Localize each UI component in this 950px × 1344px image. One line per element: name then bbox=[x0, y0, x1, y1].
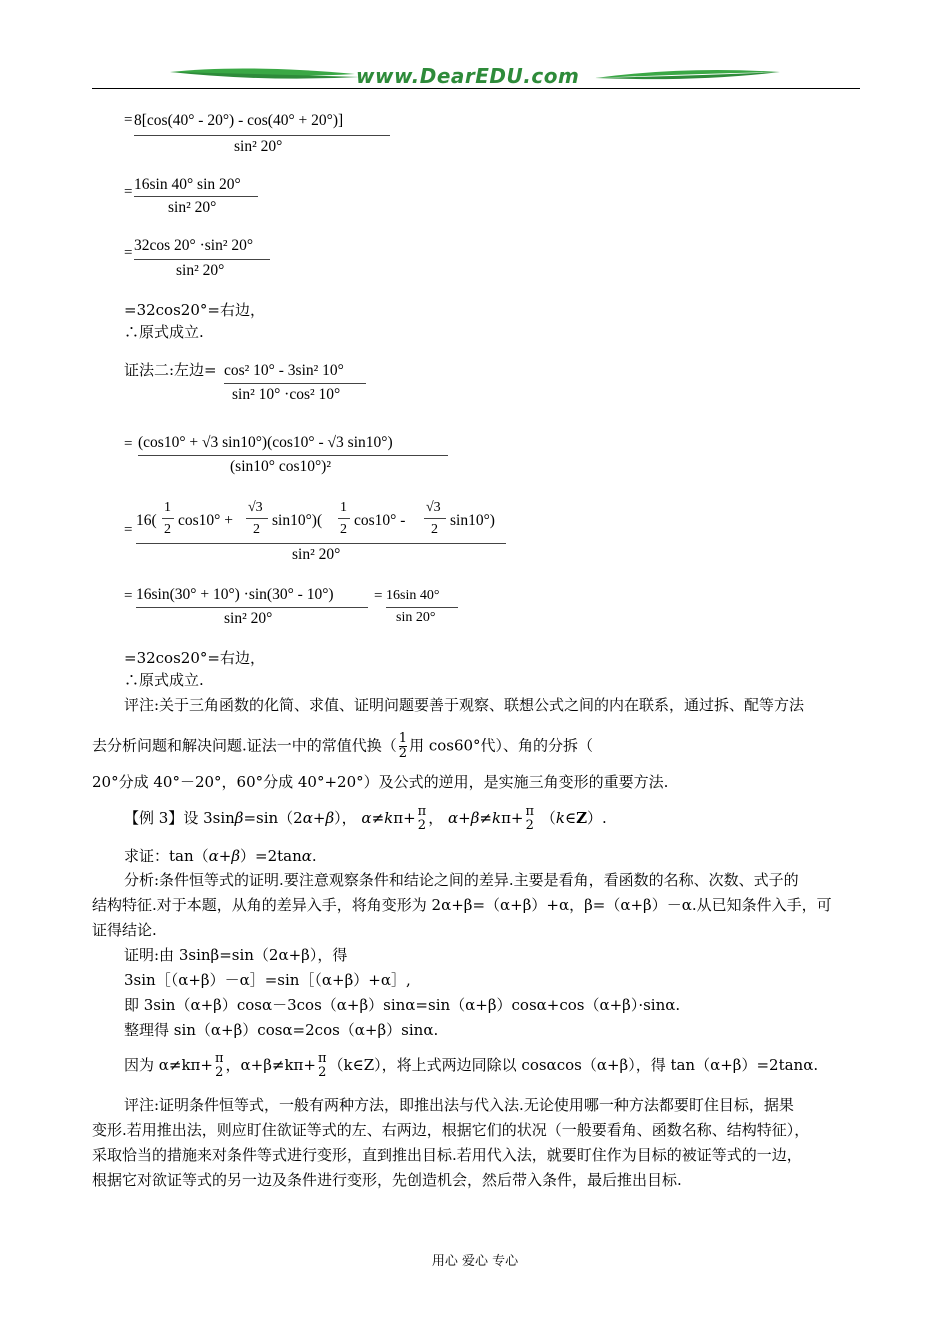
fraction-3-bar bbox=[134, 259, 270, 260]
sqrt3-numerator: √3 bbox=[426, 500, 441, 515]
sqrt3-bar bbox=[246, 518, 268, 519]
comment2-line4: 根据它对欲证等式的另一边及条件进行变形，先创造机会，然后带入条件，最后推出目标. bbox=[92, 1171, 682, 1189]
fraction-g3-num-part-a: 16( bbox=[136, 512, 157, 529]
text: π+ bbox=[501, 809, 524, 827]
half-numerator: 1 bbox=[340, 500, 347, 515]
pi-over-2 bbox=[418, 805, 427, 833]
text: 求证：tan（ bbox=[124, 847, 209, 865]
proof1-result: =32cos20°=右边， bbox=[124, 301, 265, 319]
pi-denominator: 2 bbox=[417, 818, 427, 833]
fraction-g3-num-part-e: sin10°) bbox=[450, 512, 495, 529]
fraction-g4-bar bbox=[136, 607, 368, 608]
comment2-line3: 采取恰当的措施来对条件等式进行变形，直到推出目标.若用代入法，就要盯住作为目标的被证等式的一边， bbox=[92, 1146, 802, 1164]
text: ）=2tan bbox=[240, 847, 302, 865]
half-denominator: 2 bbox=[340, 522, 347, 537]
analysis-line2: 结构特征.对于本题，从角的差异入手，将角变形为 2α+β=（α+β）+α，β=（α+β）－α.从已知条件入手，可 bbox=[92, 896, 832, 914]
fraction-g3-num-part-b: cos10° + bbox=[178, 512, 233, 529]
pi-numerator: π bbox=[525, 804, 535, 819]
alpha-symbol: α bbox=[361, 809, 372, 827]
fraction-g1-denominator: sin² 10° ·cos² 10° bbox=[232, 386, 341, 403]
pi-denominator: 2 bbox=[215, 1065, 224, 1080]
sqrt3-numerator: √3 bbox=[248, 500, 263, 515]
proof3-line5 bbox=[124, 1052, 818, 1080]
proof2-conclusion: ∴原式成立. bbox=[124, 671, 204, 689]
beta-symbol: β bbox=[470, 809, 480, 827]
half-denominator: 2 bbox=[164, 522, 171, 537]
header-rule bbox=[92, 88, 860, 89]
text: 设 3sin bbox=[183, 809, 235, 827]
equals-sign: = bbox=[374, 588, 383, 604]
fraction-1-numerator: 8[cos(40° - 20°) - cos(40° + 20°)] bbox=[134, 112, 344, 129]
site-logo-text: www.DearEDU.com bbox=[356, 64, 580, 88]
alpha-symbol: α bbox=[448, 809, 459, 827]
pi-denominator: 2 bbox=[318, 1065, 327, 1080]
text: + bbox=[312, 809, 326, 827]
half-fraction bbox=[399, 732, 407, 761]
text: . bbox=[311, 847, 317, 865]
text: + bbox=[458, 809, 471, 827]
sqrt3-bar bbox=[424, 518, 446, 519]
page-footer: 用心 爱心 专心 bbox=[431, 1254, 519, 1269]
proof3-line2: 3sin［（α+β）－α］=sin［（α+β）+α］, bbox=[124, 971, 411, 989]
equals-sign: = bbox=[124, 588, 133, 604]
text: π+ bbox=[393, 809, 416, 827]
text: ）， bbox=[334, 809, 357, 827]
fraction-g4-numerator: 16sin(30° + 10°) ·sin(30° - 10°) bbox=[136, 586, 334, 603]
sqrt3-denominator: 2 bbox=[253, 522, 260, 537]
equals-sign: = bbox=[124, 184, 133, 200]
fraction-1-bar bbox=[134, 135, 390, 136]
integer-set-symbol: Z bbox=[576, 809, 588, 827]
text: ，α+β≠kπ+ bbox=[225, 1056, 316, 1074]
text: ）. bbox=[587, 809, 607, 827]
equals-sign: = bbox=[124, 245, 133, 261]
text: ≠ bbox=[371, 809, 385, 827]
fraction-2-numerator: 16sin 40° sin 20° bbox=[134, 176, 241, 193]
fraction-g2-denominator: (sin10° cos10°)² bbox=[230, 458, 331, 475]
fraction-2-denominator: sin² 20° bbox=[168, 199, 217, 216]
fraction-g2-bar bbox=[138, 455, 448, 456]
proof3-line3: 即 3sin（α+β）cosα－3cos（α+β）sinα=sin（α+β）cosα+cos（α+β）·sinα. bbox=[124, 996, 681, 1014]
fraction-1-denominator: sin² 20° bbox=[234, 138, 283, 155]
k-symbol: k bbox=[555, 809, 565, 827]
text: 因为 α≠kπ+ bbox=[124, 1056, 213, 1074]
pi-numerator: π bbox=[214, 1051, 224, 1066]
comment1-line2 bbox=[92, 732, 593, 761]
text: （ bbox=[540, 809, 556, 827]
fraction-g3-num-part-c: sin10°)( bbox=[272, 512, 323, 529]
text: =sin（2 bbox=[243, 809, 303, 827]
pi-numerator: π bbox=[318, 1051, 327, 1066]
analysis-line3: 证得结论. bbox=[92, 921, 157, 939]
proof2-result: =32cos20°=右边， bbox=[124, 649, 265, 667]
half-denominator: 2 bbox=[398, 746, 408, 761]
half-bar bbox=[338, 518, 350, 519]
proof1-conclusion: ∴原式成立. bbox=[124, 323, 204, 341]
sqrt3-denominator: 2 bbox=[431, 522, 438, 537]
comment2-line2: 变形.若用推出法，则应盯住欲证等式的左、右两边，根据它们的状况（一般要看角、函数名称、结构特征）， bbox=[92, 1121, 810, 1139]
comment1-line1: 评注:关于三角函数的化简、求值、证明问题要善于观察、联想公式之间的内在联系，通过拆、配等方法 bbox=[124, 696, 805, 714]
alpha-symbol: α bbox=[302, 809, 313, 827]
example3-label: 【例 3】 bbox=[124, 809, 184, 827]
example3-statement bbox=[124, 805, 607, 833]
fraction-3-numerator: 32cos 20° ·sin² 20° bbox=[134, 237, 254, 254]
prove-statement bbox=[124, 846, 317, 866]
beta-symbol: β bbox=[234, 809, 244, 827]
fraction-g1-numerator: cos² 10° - 3sin² 10° bbox=[224, 362, 344, 379]
pi-numerator: π bbox=[417, 804, 427, 819]
fraction-g3-num-part-d: cos10° - bbox=[354, 512, 406, 529]
half-numerator: 1 bbox=[164, 500, 171, 515]
fraction-g3-denominator: sin² 20° bbox=[292, 546, 341, 563]
text: （k∈Z），将上式两边同除以 cosαcos（α+β），得 tan（α+β）=2tanα. bbox=[328, 1056, 819, 1074]
fraction-g4-denominator: sin² 20° bbox=[224, 610, 273, 627]
comment1-line3: 20°分成 40°－20°，60°分成 40°+20°）及公式的逆用，是实施三角变形的重要方法. bbox=[92, 773, 669, 791]
equals-sign: = bbox=[124, 112, 133, 128]
comment1-line2-b: 用 cos60°代）、角的分拆（ bbox=[409, 736, 594, 755]
k-symbol: k bbox=[491, 809, 502, 827]
pi-denominator: 2 bbox=[525, 818, 534, 833]
equals-sign: = bbox=[124, 436, 133, 452]
fraction-g2-numerator: (cos10° + √3 sin10°)(cos10° - √3 sin10°) bbox=[138, 434, 393, 451]
fraction-3-denominator: sin² 20° bbox=[176, 262, 225, 279]
k-symbol: k bbox=[384, 809, 394, 827]
proof3-line1: 证明:由 3sinβ=sin（2α+β），得 bbox=[124, 946, 348, 964]
pi-over-2 bbox=[318, 1052, 327, 1080]
fraction-g1-bar bbox=[224, 383, 366, 384]
proof3-line4: 整理得 sin（α+β）cosα=2cos（α+β）sinα. bbox=[124, 1021, 439, 1039]
pi-over-2 bbox=[526, 805, 535, 833]
text: ≠ bbox=[479, 809, 492, 827]
fraction-g5-numerator: 16sin 40° bbox=[386, 588, 440, 603]
alpha-symbol: α bbox=[301, 847, 312, 865]
text: ∈ bbox=[564, 809, 577, 827]
equals-sign: = bbox=[124, 522, 133, 538]
comment1-line2-a: 去分析问题和解决问题.证法一中的常值代换（ bbox=[92, 736, 397, 755]
pi-over-2 bbox=[215, 1052, 224, 1080]
fraction-2-bar bbox=[134, 196, 258, 197]
fraction-g5-denominator: sin 20° bbox=[396, 610, 436, 625]
half-bar bbox=[162, 518, 174, 519]
comment2-line1: 评注:证明条件恒等式，一般有两种方法，即推出法与代入法.无论使用哪一种方法都要盯住目标，据果 bbox=[124, 1096, 794, 1114]
fraction-g3-bar bbox=[136, 543, 506, 544]
beta-symbol: β bbox=[325, 809, 335, 827]
half-numerator: 1 bbox=[398, 731, 408, 746]
analysis-line1: 分析:条件恒等式的证明.要注意观察条件和结论之间的差异.主要是看角，看函数的名称、次数、式子的 bbox=[124, 871, 799, 889]
text: ， bbox=[428, 809, 444, 827]
alpha-plus-beta: α+β bbox=[208, 847, 241, 865]
fraction-g5-bar bbox=[386, 607, 458, 608]
proof2-label: 证法二:左边= bbox=[124, 361, 217, 379]
